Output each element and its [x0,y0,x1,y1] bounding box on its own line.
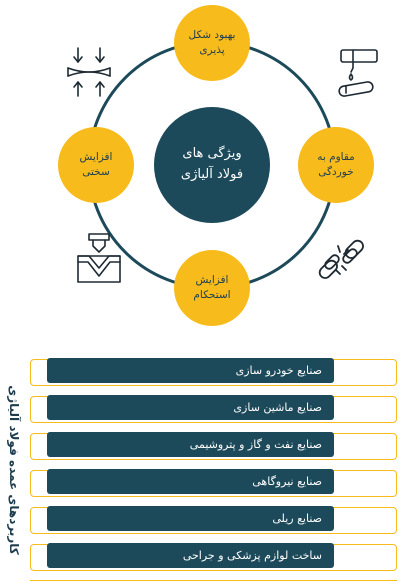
feature-corrosion-line2: خوردگی [318,166,354,178]
press-die-icon [76,232,122,284]
applications-title [2,359,26,581]
feature-strength-line2: استحکام [193,289,231,301]
application-bar: صنایع ماشین سازی [47,395,334,420]
application-row [30,359,397,386]
application-row [30,433,397,460]
application-bar: صنایع نفت و گاز و پتروشیمی [47,432,334,457]
feature-hardness-line1: افزایش [79,150,113,163]
feature-strength-line1: افزایش [195,273,229,286]
feature-corrosion-line1: مقاوم به [317,150,355,163]
application-bar: ساخت لوازم پزشکی و جراحی [47,543,334,568]
feature-hardness-line2: سختی [82,166,110,178]
feature-formability-line2: پذیری [199,44,225,56]
bottom-divider [30,580,397,581]
center-circle [154,107,270,223]
feature-formability [174,5,250,81]
applications-title-text: کاربردهای عمده فولاد آلیاژی [7,385,22,555]
center-title-line1: ویژگی های [182,146,242,162]
application-bar: صنایع نیروگاهی [47,469,334,494]
application-row [30,507,397,534]
feature-hardness [58,127,134,203]
application-row [30,544,397,571]
center-title-line2: فولاد آلیاژی [180,167,244,182]
dropper-flask-icon [331,46,387,98]
feature-formability-line1: بهبود شکل [188,28,236,41]
application-bar: صنایع ریلی [47,506,334,531]
feature-corrosion [298,127,374,203]
broken-chain-icon [314,234,370,286]
compression-arrows-icon [64,46,114,98]
application-row [30,470,397,497]
application-bar: صنایع خودرو سازی [47,358,334,383]
feature-strength [174,250,250,326]
application-row [30,396,397,423]
